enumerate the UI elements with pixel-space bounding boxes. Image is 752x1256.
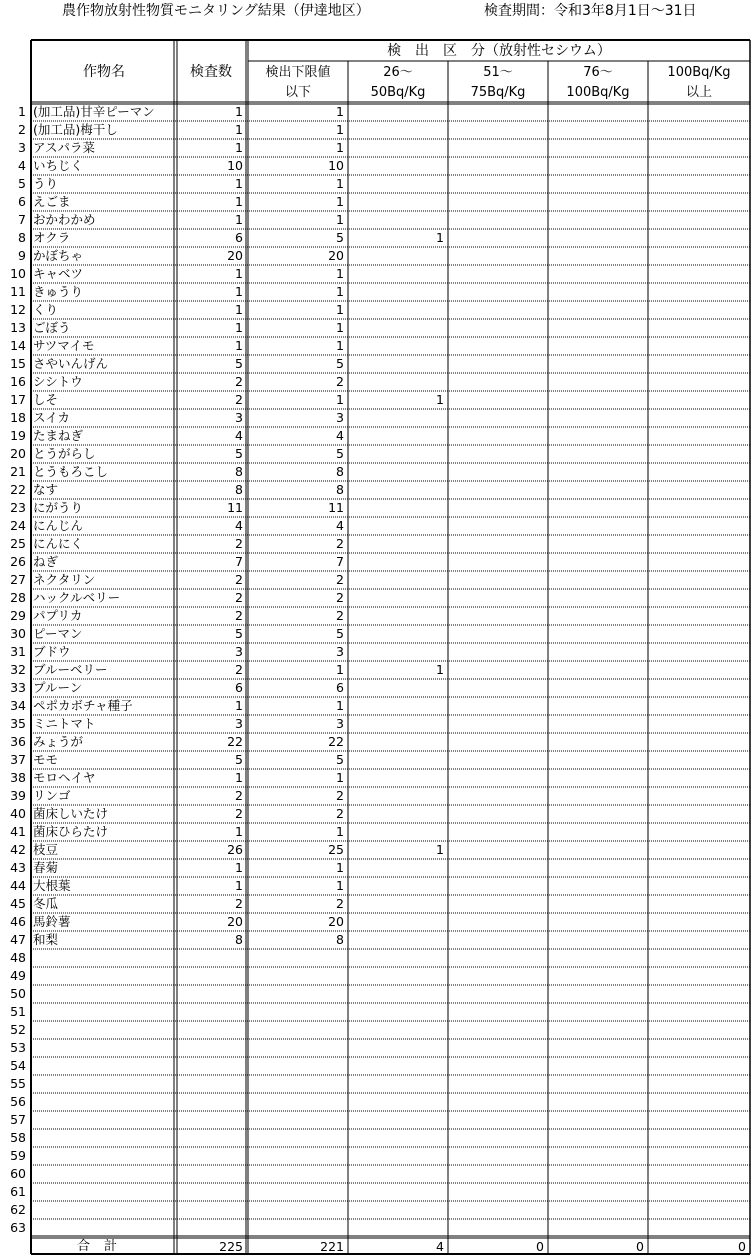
row-number: 4 (18, 158, 26, 173)
row-number: 35 (10, 716, 26, 731)
report-title: 農作物放射性物質モニタリング結果（伊達地区） (62, 3, 370, 19)
below-limit-count: 1 (336, 140, 344, 155)
header-col-below-limit-line2: 以下 (284, 85, 311, 100)
below-limit-count: 2 (336, 608, 344, 623)
crop-name: キャベツ (33, 266, 84, 281)
inspection-count: 22 (227, 734, 243, 749)
below-limit-count: 1 (336, 824, 344, 839)
crop-name: さやいんげん (33, 356, 109, 371)
row-number: 34 (10, 698, 26, 713)
crop-name: ブドウ (33, 644, 71, 659)
row-number: 32 (10, 662, 26, 677)
row-number: 55 (10, 1076, 26, 1091)
row-number: 26 (10, 554, 26, 569)
inspection-count: 5 (235, 446, 243, 461)
below-limit-count: 2 (336, 788, 344, 803)
crop-name: しそ (33, 392, 59, 407)
inspection-count: 8 (235, 464, 243, 479)
below-limit-count: 1 (336, 878, 344, 893)
row-number: 44 (10, 878, 26, 893)
below-limit-count: 1 (336, 104, 344, 119)
below-limit-count: 1 (336, 320, 344, 335)
below-limit-count: 20 (328, 248, 344, 263)
below-limit-count: 1 (336, 176, 344, 191)
below-limit-count: 3 (336, 410, 344, 425)
total-label: 合計 (76, 1239, 131, 1254)
range-26-50-count: 1 (436, 662, 444, 677)
header-crop-name: 作物名 (83, 64, 125, 80)
crop-name: プルーン (33, 680, 83, 695)
header-col-51-75-line2: 75Bq/Kg (470, 85, 526, 100)
crop-name: うり (33, 176, 59, 191)
inspection-count: 1 (235, 320, 243, 335)
header-col-below-limit-line1: 検出下限値 (265, 65, 331, 80)
below-limit-count: 3 (336, 644, 344, 659)
row-number: 8 (18, 230, 26, 245)
crop-name: 和梨 (33, 932, 59, 947)
crop-name: とうもろこし (33, 464, 109, 479)
inspection-count: 1 (235, 176, 243, 191)
inspection-count: 2 (235, 896, 243, 911)
row-number: 24 (10, 518, 26, 533)
row-number: 5 (18, 176, 26, 191)
inspection-count: 1 (235, 104, 243, 119)
crop-name: なす (33, 482, 59, 497)
row-number: 41 (10, 824, 26, 839)
row-number: 54 (10, 1058, 26, 1073)
row-number: 20 (10, 446, 26, 461)
below-limit-count: 20 (328, 914, 344, 929)
row-number: 17 (10, 392, 26, 407)
crop-name: みょうが (33, 734, 84, 749)
below-limit-count: 1 (336, 392, 344, 407)
row-number: 57 (10, 1112, 26, 1127)
below-limit-count: 2 (336, 806, 344, 821)
inspection-count: 1 (235, 878, 243, 893)
below-limit-count: 11 (328, 500, 344, 515)
inspection-count: 2 (235, 572, 243, 587)
inspection-count: 8 (235, 932, 243, 947)
row-number: 3 (18, 140, 26, 155)
below-limit-count: 8 (336, 932, 344, 947)
total-below-limit: 221 (320, 1239, 344, 1254)
crop-name: にがうり (33, 500, 84, 515)
row-number: 6 (18, 194, 26, 209)
crop-name: えごま (33, 194, 71, 209)
below-limit-count: 5 (336, 752, 344, 767)
row-number: 46 (10, 914, 26, 929)
row-number: 50 (10, 986, 26, 1001)
inspection-count: 3 (235, 410, 243, 425)
inspection-count: 1 (235, 194, 243, 209)
row-number: 9 (18, 248, 26, 263)
crop-name: にんじん (33, 518, 84, 533)
row-number: 22 (10, 482, 26, 497)
header-col-26-50-line1: 26～ (383, 65, 413, 80)
inspection-count: 1 (235, 302, 243, 317)
below-limit-count: 5 (336, 626, 344, 641)
below-limit-count: 1 (336, 284, 344, 299)
header-col-76-100-line2: 100Bq/Kg (566, 85, 630, 100)
row-number: 63 (10, 1220, 26, 1235)
below-limit-count: 7 (336, 554, 344, 569)
inspection-count: 2 (235, 806, 243, 821)
header-col-over-100-line1: 100Bq/Kg (667, 65, 731, 80)
below-limit-count: 2 (336, 536, 344, 551)
row-number: 19 (10, 428, 26, 443)
crop-name: たまねぎ (33, 428, 84, 443)
inspection-count: 3 (235, 716, 243, 731)
total-over-100: 0 (738, 1239, 746, 1254)
inspection-count: 26 (227, 842, 243, 857)
below-limit-count: 1 (336, 212, 344, 227)
row-number: 13 (10, 320, 26, 335)
inspection-count: 7 (235, 554, 243, 569)
inspection-count: 1 (235, 122, 243, 137)
below-limit-count: 1 (336, 698, 344, 713)
crop-name: 菌床ひらたけ (33, 824, 109, 839)
row-number: 14 (10, 338, 26, 353)
inspection-count: 1 (235, 212, 243, 227)
below-limit-count: 5 (336, 230, 344, 245)
crop-name: 枝豆 (33, 842, 59, 857)
below-limit-count: 6 (336, 680, 344, 695)
inspection-count: 20 (227, 914, 243, 929)
row-number: 61 (10, 1184, 26, 1199)
total-26-50: 4 (436, 1239, 444, 1254)
header-col-76-100-line1: 76～ (583, 65, 613, 80)
crop-name: きゅうり (33, 284, 84, 299)
crop-name: モモ (33, 752, 59, 767)
inspection-count: 2 (235, 374, 243, 389)
crop-name: にんにく (33, 536, 84, 551)
row-number: 7 (18, 212, 26, 227)
row-number: 33 (10, 680, 26, 695)
inspection-count: 1 (235, 824, 243, 839)
row-number: 21 (10, 464, 26, 479)
below-limit-count: 1 (336, 770, 344, 785)
inspection-count: 1 (235, 266, 243, 281)
row-number: 31 (10, 644, 26, 659)
row-number: 42 (10, 842, 26, 857)
header-col-51-75-line1: 51～ (483, 65, 513, 80)
below-limit-count: 5 (336, 356, 344, 371)
inspection-count: 2 (235, 590, 243, 605)
row-number: 10 (10, 266, 26, 281)
crop-name: パプリカ (33, 608, 83, 623)
below-limit-count: 2 (336, 590, 344, 605)
below-limit-count: 1 (336, 302, 344, 317)
header-inspection-count: 検査数 (190, 64, 232, 80)
row-number: 52 (10, 1022, 26, 1037)
inspection-count: 1 (235, 140, 243, 155)
crop-name: シシトウ (33, 374, 83, 389)
row-number: 45 (10, 896, 26, 911)
below-limit-count: 4 (336, 518, 344, 533)
inspection-count: 1 (235, 698, 243, 713)
row-number: 43 (10, 860, 26, 875)
crop-name: サツマイモ (33, 338, 95, 353)
crop-name: くり (33, 302, 59, 317)
crop-name: アスパラ菜 (33, 140, 96, 155)
crop-name: (加工品)甘辛ピーマン (33, 104, 155, 119)
crop-name: リンゴ (33, 788, 71, 803)
row-number: 39 (10, 788, 26, 803)
inspection-count: 6 (235, 680, 243, 695)
header-detection-group: 検 出 区 分（放射性セシウム） (387, 43, 611, 59)
total-count: 225 (219, 1239, 243, 1254)
below-limit-count: 4 (336, 428, 344, 443)
crop-name: 馬鈴薯 (33, 914, 71, 929)
row-number: 29 (10, 608, 26, 623)
inspection-count: 5 (235, 626, 243, 641)
below-limit-count: 1 (336, 662, 344, 677)
below-limit-count: 1 (336, 860, 344, 875)
crop-name: オクラ (33, 230, 71, 245)
row-number: 53 (10, 1040, 26, 1055)
crop-name: 大根葉 (33, 878, 71, 893)
inspection-count: 2 (235, 536, 243, 551)
crop-name: ハックルベリー (33, 590, 121, 605)
crop-name: ごぼう (33, 320, 71, 335)
inspection-count: 2 (235, 788, 243, 803)
crop-name: かぼちゃ (33, 248, 84, 263)
row-number: 51 (10, 1004, 26, 1019)
row-number: 48 (10, 950, 26, 965)
inspection-count: 8 (235, 482, 243, 497)
crop-name: スイカ (33, 410, 70, 425)
row-number: 58 (10, 1130, 26, 1145)
row-number: 11 (10, 284, 26, 299)
inspection-count: 4 (235, 428, 243, 443)
row-number: 2 (18, 122, 26, 137)
crop-name: ペポカボチャ種子 (33, 698, 133, 713)
inspection-count: 1 (235, 338, 243, 353)
inspection-count: 3 (235, 644, 243, 659)
inspection-count: 4 (235, 518, 243, 533)
crop-name: 春菊 (33, 860, 59, 875)
row-number: 62 (10, 1202, 26, 1217)
below-limit-count: 8 (336, 482, 344, 497)
row-number: 16 (10, 374, 26, 389)
total-51-75: 0 (536, 1239, 544, 1254)
row-number: 25 (10, 536, 26, 551)
header-col-over-100-line2: 以上 (685, 85, 712, 100)
below-limit-count: 2 (336, 896, 344, 911)
below-limit-count: 2 (336, 374, 344, 389)
row-number: 12 (10, 302, 26, 317)
inspection-count: 5 (235, 356, 243, 371)
inspection-count: 1 (235, 860, 243, 875)
below-limit-count: 2 (336, 572, 344, 587)
range-26-50-count: 1 (436, 392, 444, 407)
crop-name: おかわかめ (33, 212, 96, 227)
crop-name: いちじく (33, 158, 84, 173)
row-number: 38 (10, 770, 26, 785)
row-number: 40 (10, 806, 26, 821)
inspection-count: 2 (235, 662, 243, 677)
crop-name: ピーマン (33, 626, 83, 641)
inspection-count: 5 (235, 752, 243, 767)
crop-name: ミニトマト (33, 716, 96, 731)
inspection-count: 6 (235, 230, 243, 245)
row-number: 30 (10, 626, 26, 641)
below-limit-count: 1 (336, 122, 344, 137)
inspection-period: 検査期間：令和3年8月1日～31日 (484, 3, 697, 19)
total-76-100: 0 (636, 1239, 644, 1254)
inspection-count: 20 (227, 248, 243, 263)
below-limit-count: 3 (336, 716, 344, 731)
crop-name: とうがらし (33, 446, 96, 461)
crop-name: モロヘイヤ (33, 770, 96, 785)
below-limit-count: 10 (328, 158, 344, 173)
row-number: 47 (10, 932, 26, 947)
below-limit-count: 25 (328, 842, 344, 857)
below-limit-count: 1 (336, 194, 344, 209)
row-number: 23 (10, 500, 26, 515)
row-number: 60 (10, 1166, 26, 1181)
crop-name: (加工品)梅干し (33, 122, 118, 137)
row-number: 18 (10, 410, 26, 425)
below-limit-count: 8 (336, 464, 344, 479)
row-number: 59 (10, 1148, 26, 1163)
crop-name: ねぎ (33, 554, 59, 569)
crop-name: 冬瓜 (33, 896, 59, 911)
inspection-count: 1 (235, 770, 243, 785)
header-col-26-50-line2: 50Bq/Kg (370, 85, 426, 100)
row-number: 28 (10, 590, 26, 605)
crop-name: ネクタリン (33, 572, 96, 587)
row-number: 36 (10, 734, 26, 749)
row-number: 15 (10, 356, 26, 371)
row-number: 27 (10, 572, 26, 587)
inspection-count: 2 (235, 608, 243, 623)
inspection-count: 10 (227, 158, 243, 173)
row-number: 1 (18, 104, 26, 119)
range-26-50-count: 1 (436, 230, 444, 245)
below-limit-count: 5 (336, 446, 344, 461)
row-number: 37 (10, 752, 26, 767)
crop-name: 菌床しいたけ (33, 806, 109, 821)
crop-name: ブルーベリー (33, 662, 108, 677)
inspection-count: 2 (235, 392, 243, 407)
range-26-50-count: 1 (436, 842, 444, 857)
below-limit-count: 1 (336, 338, 344, 353)
inspection-count: 1 (235, 284, 243, 299)
row-number: 56 (10, 1094, 26, 1109)
below-limit-count: 22 (328, 734, 344, 749)
row-number: 49 (10, 968, 26, 983)
inspection-count: 11 (227, 500, 243, 515)
below-limit-count: 1 (336, 266, 344, 281)
